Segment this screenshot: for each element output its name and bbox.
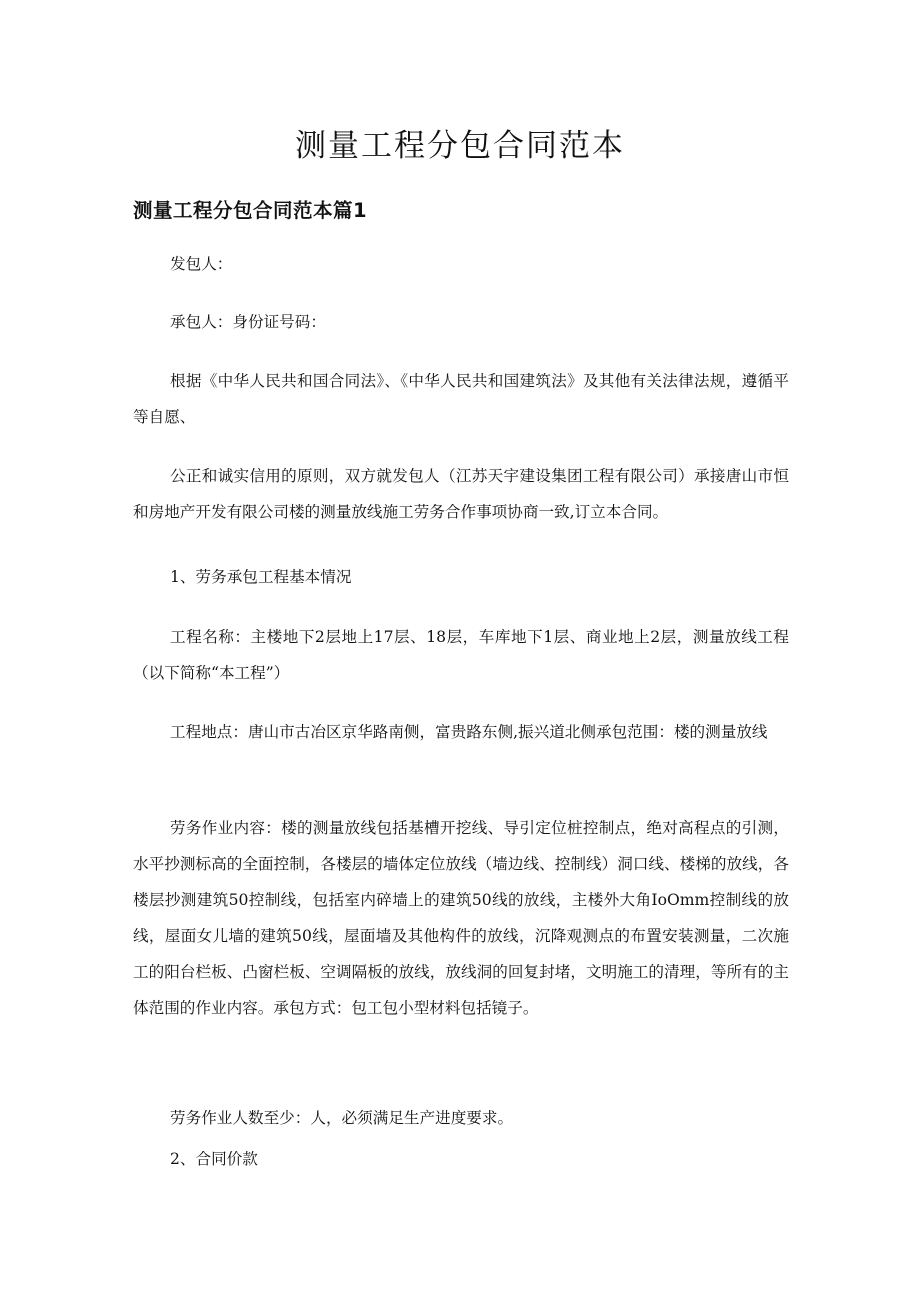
paragraph-work-content: 劳务作业内容：楼的测量放线包括基槽开挖线、导引定位桩控制点，绝对高程点的引测，水平抄测标高的全面控制，各楼层的墙体定位放线（墙边线、控制线）洞口线、楼梯的放线，各楼层抄测建筑50控制线，包括室内碎墙上的建筑50线的放线，主楼外大角IoOmm控制线的放线，屋面女儿墙的建筑50线，屋面墙及其他构件的放线，沉降观测点的布置安装测量，二次施工的阳台栏板、凸窗栏板、空调隔板的放线，放线洞的回复封堵，文明施工的清理，等所有的主体范围的作业内容。承包方式：包工包小型材料包括镜子。 <box>133 819 789 1017</box>
paragraph-project-name: 工程名称：主楼地下2层地上17层、18层，车库地下1层、商业地上2层，测量放线工程（以下简称“本工程”） <box>133 628 789 682</box>
paragraph-contractor: 承包人：身份证号码： <box>170 313 326 331</box>
paragraph-section-2-heading: 2、合同价款 <box>170 1150 258 1168</box>
paragraph-workers: 劳务作业人数至少：人，必须满足生产进度要求。 <box>170 1109 514 1127</box>
paragraph-project-location: 工程地点：唐山市古冶区京华路南侧，富贵路东侧,振兴道北侧承包范围：楼的测量放线 <box>170 723 768 741</box>
paragraph-legal-basis: 根据《中华人民共和国合同法》、《中华人民共和国建筑法》及其他有关法律法规，遵循平等自愿、 <box>133 372 789 426</box>
paragraph-employer: 发包人： <box>170 255 233 273</box>
paragraph-principles: 公正和诚实信用的原则，双方就发包人（江苏天宇建设集团工程有限公司）承接唐山市恒和房地产开发有限公司楼的测量放线施工劳务合作事项协商一致,订立本合同。 <box>133 467 789 521</box>
section-heading: 测量工程分包合同范本篇1 <box>133 199 368 222</box>
paragraph-section-1-heading: 1、劳务承包工程基本情况 <box>170 568 352 586</box>
document-title: 测量工程分包合同范本 <box>295 128 625 164</box>
